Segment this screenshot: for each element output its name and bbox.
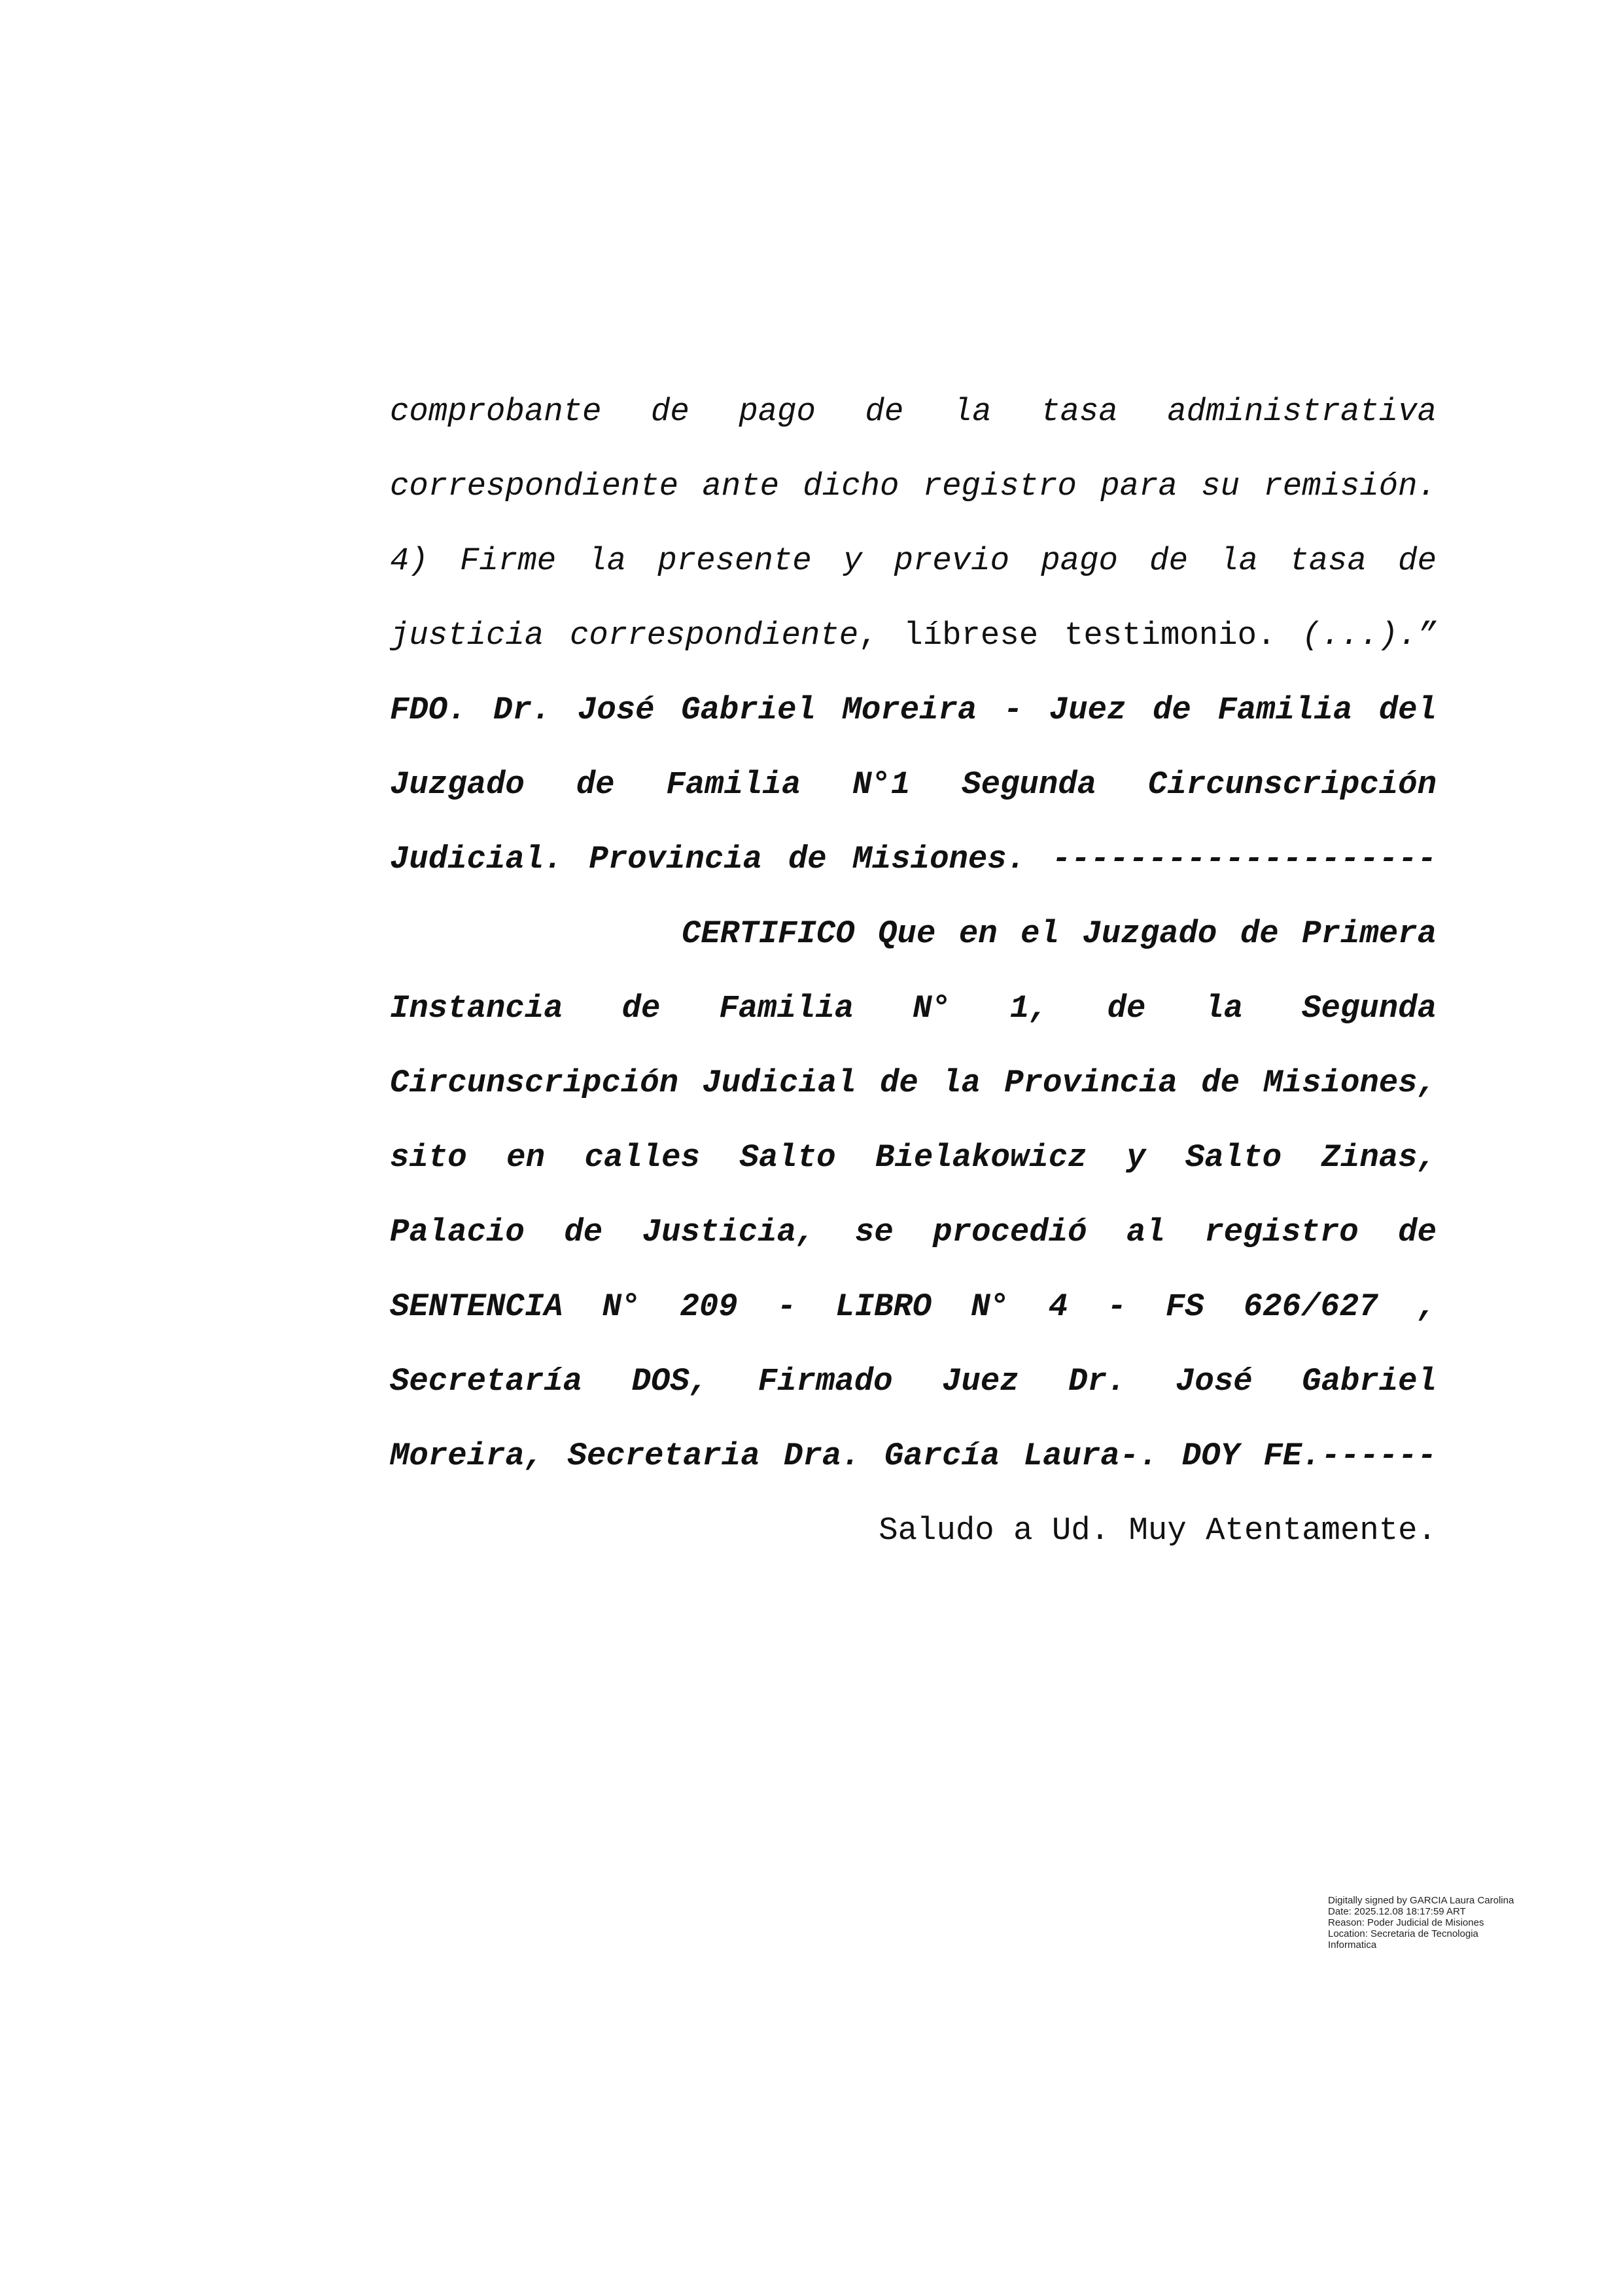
certification-line: CERTIFICO Que en el Juzgado de Primera — [682, 915, 1437, 952]
certification-line: Palacio de Justicia, se procedió al registro de — [390, 1214, 1437, 1250]
certification-line: Secretaría DOS, Firmado Juez Dr. José Gabriel — [390, 1363, 1437, 1400]
signature-signer: Digitally signed by GARCIA Laura Carolina — [1328, 1895, 1514, 1906]
certification-line: Circunscripción Judicial de la Provincia de Misiones, — [390, 1065, 1437, 1101]
signature-block-line: Judicial. Provincia de Misiones. -------------------- — [390, 841, 1437, 877]
certification-line: Instancia de Familia N° 1, de la Segunda — [390, 990, 1437, 1027]
text-segment-regular: , líbrese testimonio. — [858, 617, 1302, 654]
signature-block-line: FDO. Dr. José Gabriel Moreira - Juez de Familia del — [390, 692, 1437, 728]
certification-line: sito en calles Salto Bielakowicz y Salto Zinas, — [390, 1139, 1437, 1176]
digital-signature-stamp — [1328, 1895, 1563, 1951]
certification-line: SENTENCIA N° 209 - LIBRO N° 4 - FS 626/627 , — [390, 1288, 1437, 1325]
closing-salutation: Saludo a Ud. Muy Atentamente. — [879, 1512, 1437, 1549]
document-body — [390, 374, 1437, 1568]
text-segment-italic: justicia correspondiente — [390, 617, 859, 654]
signature-location: Location: Secretaria de Tecnologia — [1328, 1928, 1478, 1939]
signature-location-cont: Informatica — [1328, 1939, 1377, 1951]
signature-reason: Reason: Poder Judicial de Misiones — [1328, 1917, 1484, 1928]
text-segment-italic: (...).” — [1302, 617, 1437, 654]
text-line: comprobante de pago de la tasa administrativa — [390, 393, 1437, 430]
signature-block-line: Juzgado de Familia N°1 Segunda Circunscripción — [390, 766, 1437, 803]
signature-date: Date: 2025.12.08 18:17:59 ART — [1328, 1906, 1466, 1917]
text-line: 4) Firme la presente y previo pago de la tasa de — [390, 542, 1437, 579]
certification-line: Moreira, Secretaria Dra. García Laura-. DOY FE.------ — [390, 1438, 1437, 1474]
text-line — [390, 598, 1437, 673]
text-line: correspondiente ante dicho registro para su remisión. — [390, 468, 1437, 504]
